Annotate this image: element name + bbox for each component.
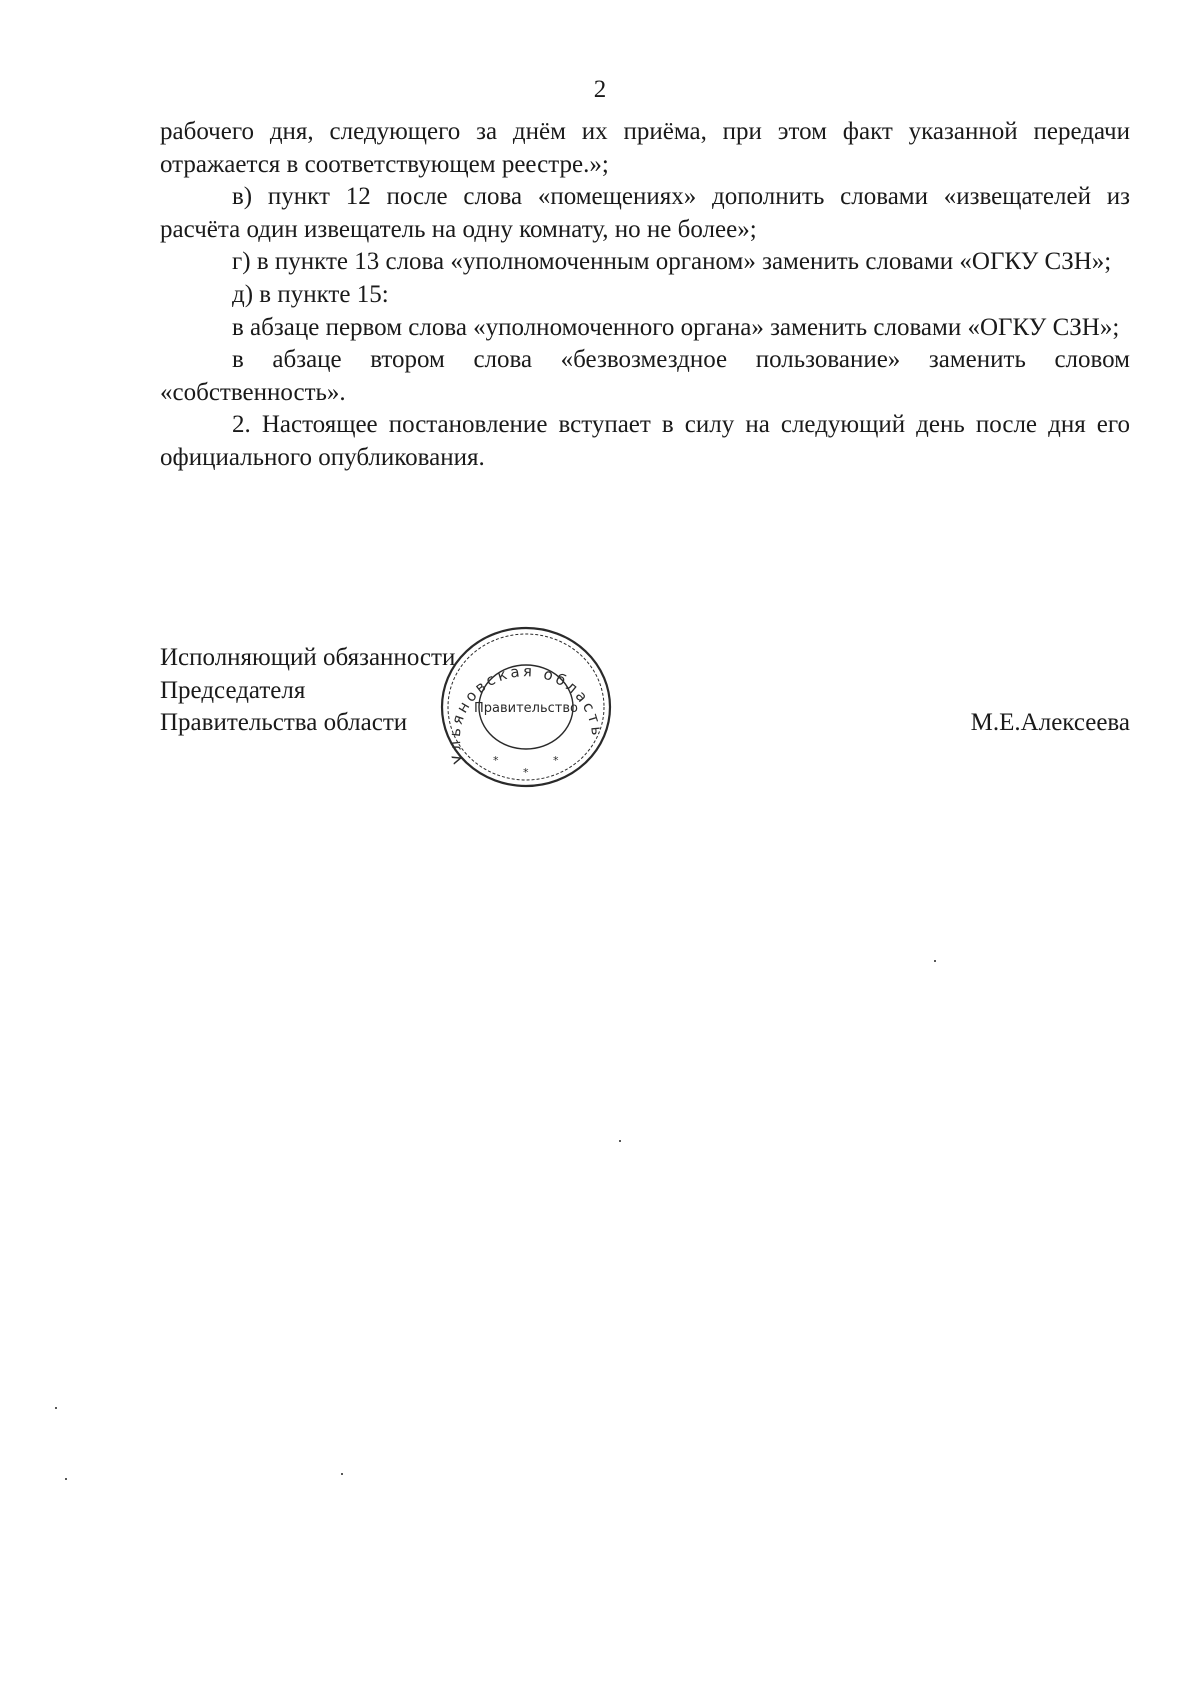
- signatory-title-line-2: Председателя: [160, 676, 306, 704]
- paragraph-item-g: г) в пункте 13 слова «уполномоченным органом» заменить словами «ОГКУ СЗН»;: [232, 248, 1112, 276]
- paragraph-item-v: в) пункт 12 после слова «помещениях» дополнить словами «извещателей из расчёта один извещатель на одну комнату, но не более»;: [160, 183, 1130, 243]
- page-number: 2: [593, 76, 607, 103]
- scan-speck: [619, 1140, 621, 1142]
- official-seal: [437, 624, 615, 790]
- seal-star-icon: *: [523, 766, 529, 779]
- seal-star-icon: *: [553, 754, 559, 767]
- scan-speck: [341, 1473, 343, 1475]
- seal-outer-text: Ульяновская область: [445, 662, 607, 766]
- paragraph-subitem-second: в абзаце втором слова «безвозмездное пользование» заменить словом «собственность».: [160, 346, 1130, 406]
- scan-speck: [934, 960, 936, 962]
- paragraph-effective-date: 2. Настоящее постановление вступает в силу на следующий день после дня его официального опубликования.: [160, 411, 1130, 471]
- signatory-name: М.Е.Алексеева: [970, 709, 1130, 736]
- signatory-title-line-1: Исполняющий обязанности: [160, 644, 456, 671]
- signatory-title: [160, 642, 455, 740]
- paragraph-continuation: рабочего дня, следующего за днём их приёма, при этом факт указанной передачи отражается в соответствующем реестре.»;: [160, 118, 1130, 178]
- seal-star-icon: *: [493, 754, 499, 767]
- scan-speck: [55, 1407, 57, 1409]
- scan-speck: [65, 1478, 67, 1480]
- paragraph-item-d: д) в пункте 15:: [232, 280, 389, 308]
- paragraph-subitem-first: в абзаце первом слова «уполномоченного органа» заменить словами «ОГКУ СЗН»;: [232, 313, 1120, 341]
- signatory-title-line-3: Правительства области: [160, 709, 408, 737]
- document-body: [160, 116, 1130, 475]
- seal-center-text: Правительство: [474, 701, 578, 716]
